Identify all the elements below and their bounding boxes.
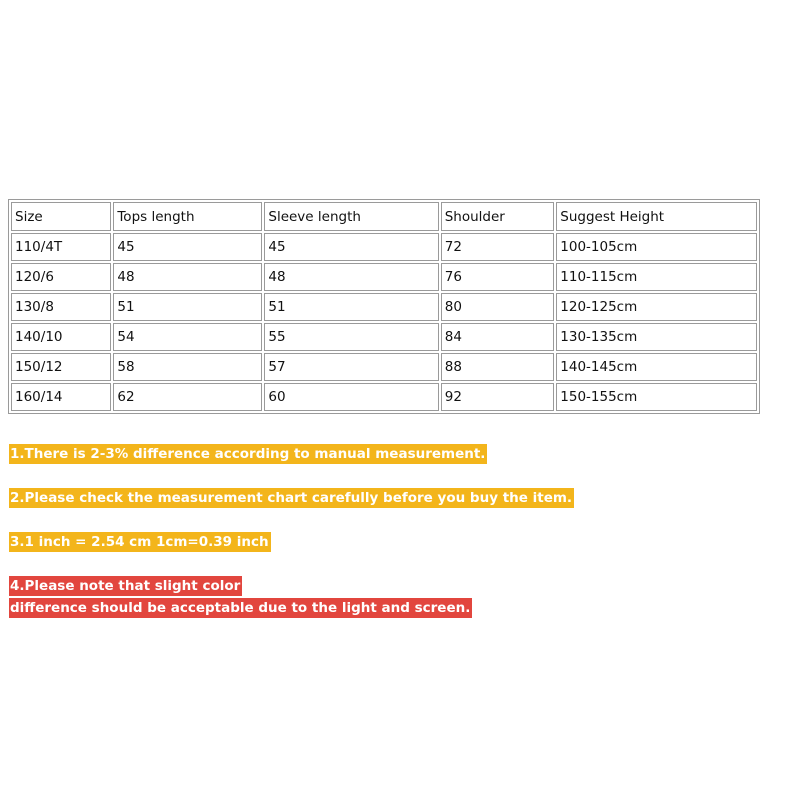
cell-tops-length: 58 [113, 353, 262, 381]
header-sleeve-length: Sleeve length [264, 202, 438, 231]
cell-suggest-height: 140-145cm [556, 353, 757, 381]
header-suggest-height: Suggest Height [556, 202, 757, 231]
cell-tops-length: 48 [113, 263, 262, 291]
table-row [11, 383, 757, 411]
cell-suggest-height: 150-155cm [556, 383, 757, 411]
cell-shoulder: 92 [441, 383, 555, 411]
cell-suggest-height: 110-115cm [556, 263, 757, 291]
cell-size: 130/8 [11, 293, 111, 321]
cell-sleeve-length: 60 [264, 383, 438, 411]
cell-shoulder: 76 [441, 263, 555, 291]
table-row [11, 353, 757, 381]
note-color-difference-line1: 4.Please note that slight color [10, 578, 241, 594]
header-size: Size [11, 202, 111, 231]
cell-size: 150/12 [11, 353, 111, 381]
header-shoulder: Shoulder [441, 202, 555, 231]
table-row [11, 263, 757, 291]
cell-sleeve-length: 57 [264, 353, 438, 381]
cell-tops-length: 45 [113, 233, 262, 261]
table-row [11, 233, 757, 261]
cell-shoulder: 88 [441, 353, 555, 381]
cell-size: 110/4T [11, 233, 111, 261]
note-check-chart: 2.Please check the measurement chart carefully before you buy the item. [10, 490, 573, 506]
cell-sleeve-length: 51 [264, 293, 438, 321]
cell-suggest-height: 120-125cm [556, 293, 757, 321]
cell-sleeve-length: 45 [264, 233, 438, 261]
note-measurement-difference: 1.There is 2-3% difference according to manual measurement. [10, 446, 486, 462]
table-row [11, 323, 757, 351]
cell-suggest-height: 130-135cm [556, 323, 757, 351]
cell-tops-length: 54 [113, 323, 262, 351]
cell-shoulder: 84 [441, 323, 555, 351]
cell-size: 120/6 [11, 263, 111, 291]
size-chart-table [8, 199, 760, 414]
cell-suggest-height: 100-105cm [556, 233, 757, 261]
cell-sleeve-length: 55 [264, 323, 438, 351]
cell-size: 160/14 [11, 383, 111, 411]
cell-shoulder: 80 [441, 293, 555, 321]
cell-shoulder: 72 [441, 233, 555, 261]
cell-sleeve-length: 48 [264, 263, 438, 291]
cell-tops-length: 62 [113, 383, 262, 411]
note-unit-conversion: 3.1 inch = 2.54 cm 1cm=0.39 inch [10, 534, 269, 550]
cell-size: 140/10 [11, 323, 111, 351]
note-color-difference-line2: difference should be acceptable due to the light and screen. [10, 600, 471, 616]
cell-tops-length: 51 [113, 293, 262, 321]
header-tops-length: Tops length [113, 202, 262, 231]
table-row [11, 293, 757, 321]
table-header-row [11, 202, 757, 231]
